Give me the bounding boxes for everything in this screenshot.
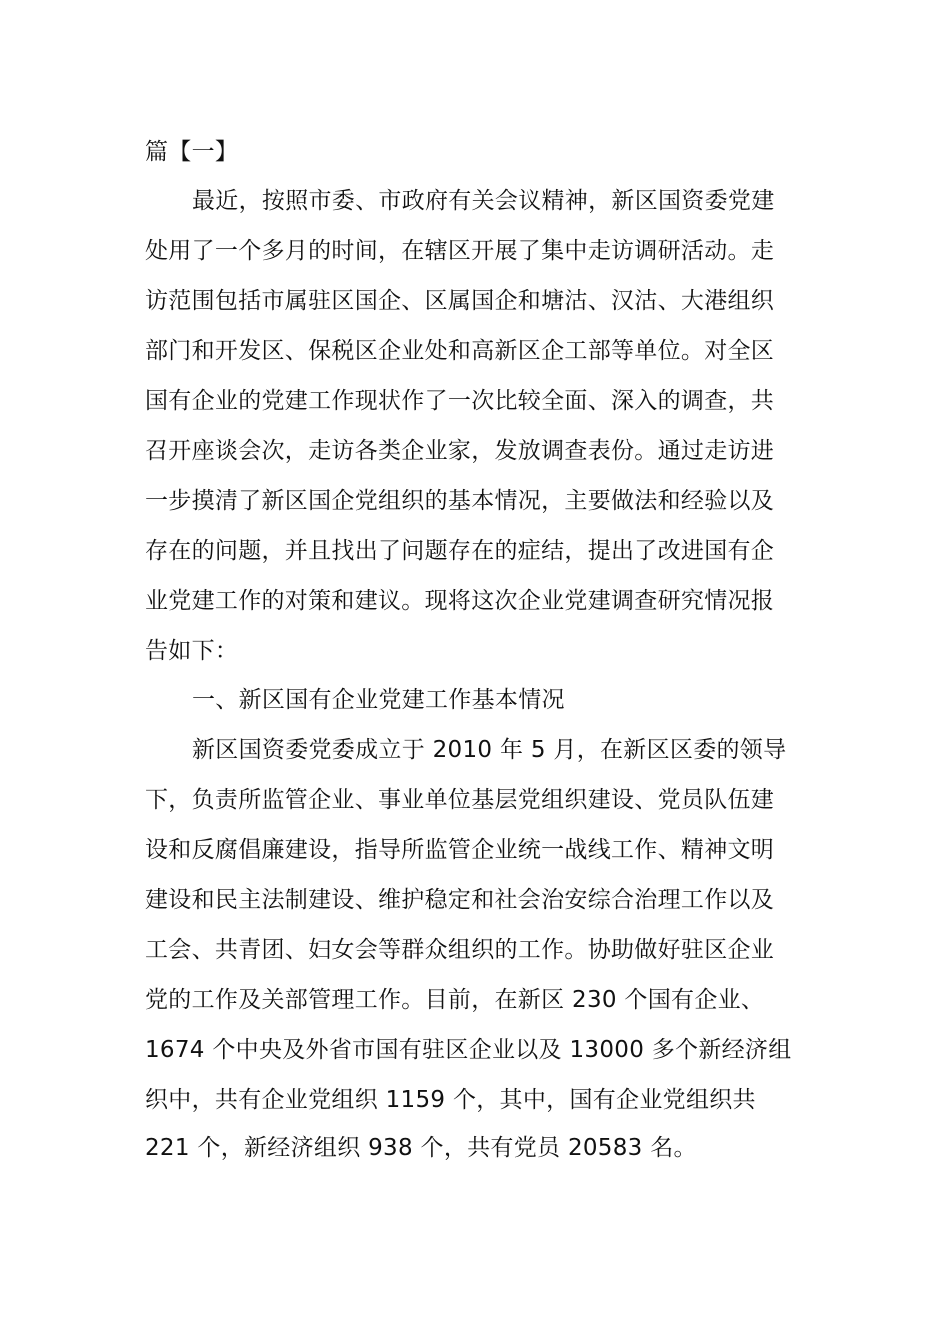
paragraph-line: 221 个，新经济组织 938 个，共有党员 20583 名。 [145, 1135, 697, 1161]
paragraph-line: 设和反腐倡廉建设，指导所监管企业统一战线工作、精神文明 [145, 837, 775, 863]
paragraph-line: 1674 个中央及外省市国有驻区企业以及 13000 多个新经济组 [145, 1037, 792, 1063]
paragraph-line: 新区国资委党委成立于 2010 年 5 月，在新区区委的领导 [192, 737, 787, 763]
paragraph-line: 织中，共有企业党组织 1159 个，其中，国有企业党组织共 [145, 1087, 756, 1113]
paragraph-line: 党的工作及关部管理工作。目前，在新区 230 个国有企业、 [145, 987, 765, 1013]
paragraph-line: 建设和民主法制建设、维护稳定和社会治安综合治理工作以及 [145, 887, 775, 913]
paragraph-line: 召开座谈会次，走访各类企业家，发放调查表份。通过走访进 [145, 438, 775, 464]
paragraph-line: 下，负责所监管企业、事业单位基层党组织建设、党员队伍建 [145, 787, 775, 813]
subsection-heading: 一、新区国有企业党建工作基本情况 [192, 687, 565, 713]
paragraph-line: 处用了一个多月的时间，在辖区开展了集中走访调研活动。走 [145, 238, 775, 264]
paragraph-line: 国有企业的党建工作现状作了一次比较全面、深入的调查，共 [145, 388, 775, 414]
section-heading: 篇【一】 [145, 139, 239, 165]
paragraph-line: 告如下： [145, 638, 239, 664]
paragraph-line: 一步摸清了新区国企党组织的基本情况，主要做法和经验以及 [145, 488, 775, 514]
paragraph-line: 工会、共青团、妇女会等群众组织的工作。协助做好驻区企业 [145, 937, 775, 963]
paragraph-line: 存在的问题，并且找出了问题存在的症结，提出了改进国有企 [145, 538, 775, 564]
paragraph-line: 业党建工作的对策和建议。现将这次企业党建调查研究情况报 [145, 588, 775, 614]
paragraph-line: 部门和开发区、保税区企业处和高新区企工部等单位。对全区 [145, 338, 775, 364]
paragraph-line: 访范围包括市属驻区国企、区属国企和塘沽、汉沽、大港组织 [145, 288, 775, 314]
paragraph-line: 最近，按照市委、市政府有关会议精神，新区国资委党建 [192, 188, 775, 214]
